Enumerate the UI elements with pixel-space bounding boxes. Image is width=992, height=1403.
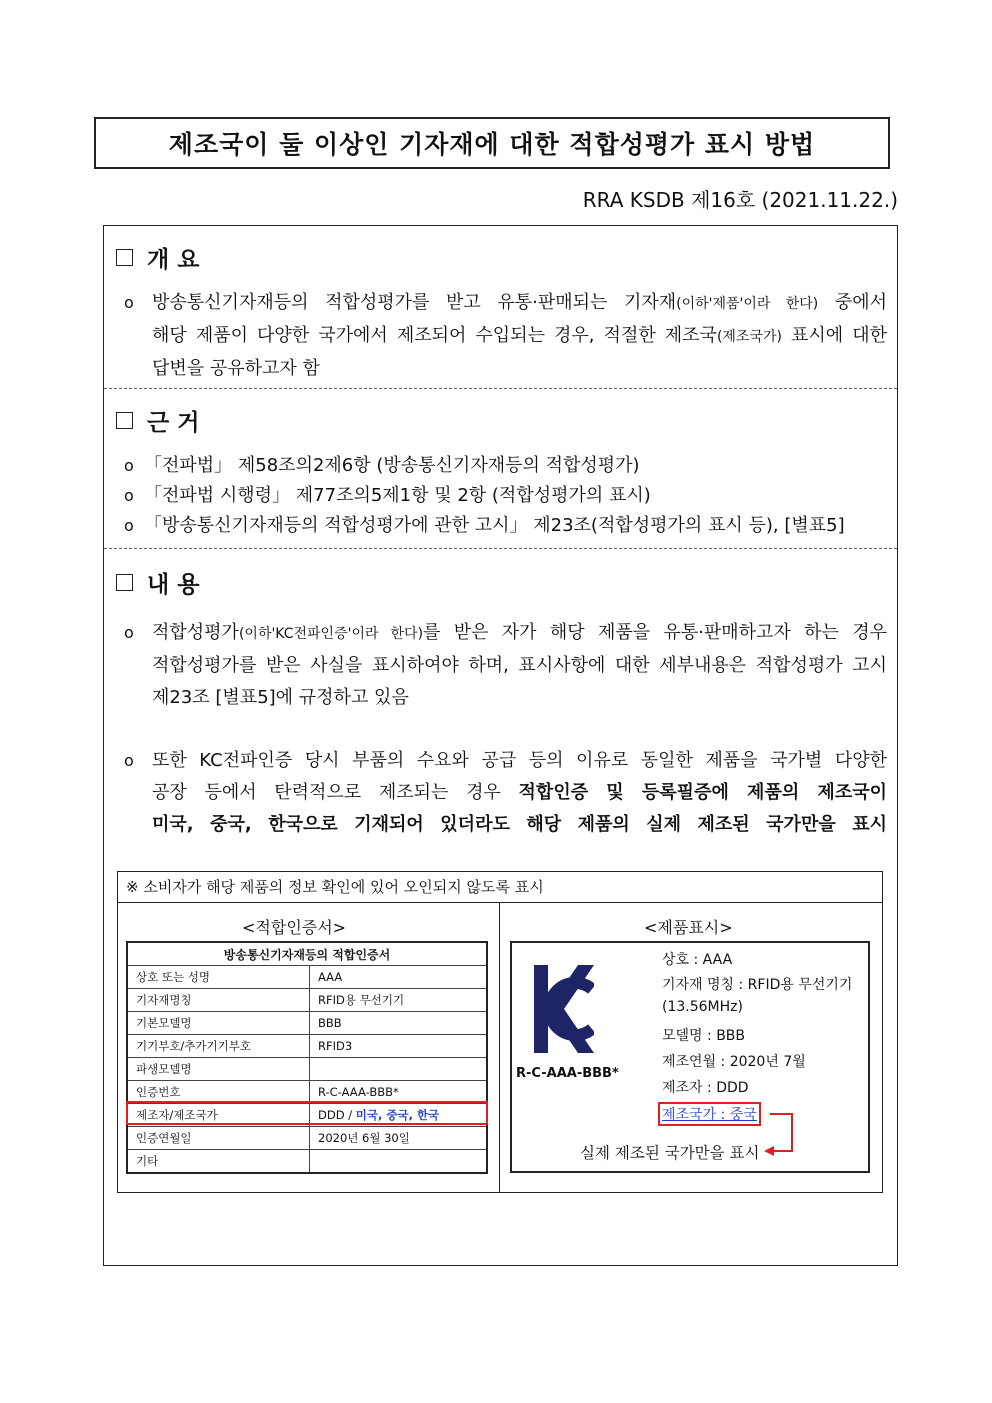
- table-row: 기타: [127, 1150, 487, 1174]
- divider: [104, 548, 897, 549]
- basis-item: o 「방송통신기자재등의 적합성평가에 관한 고시」 제23조(적합성평가의 표시 등), [별표5]: [124, 511, 887, 541]
- main-content-box: [103, 225, 898, 1266]
- divider: [104, 388, 897, 389]
- manufacturing-country: 제조국가 : 중국: [658, 1102, 761, 1126]
- kc-logo-icon: [534, 965, 594, 1053]
- checkbox-icon: [116, 574, 133, 591]
- content-p2-line-3: 미국, 중국, 한국으로 기재되어 있더라도 해당 제품의 실제 제조된 국가만을 표시: [152, 814, 887, 835]
- table-row: 인증연월일 2020년 6월 30일: [127, 1127, 487, 1150]
- content-bullet-1: [124, 617, 887, 714]
- illustration-note: ※ 소비자가 해당 제품의 정보 확인에 있어 오인되지 않도록 표시: [118, 872, 882, 903]
- kc-certification-code: R-C-AAA-BBB*: [516, 1066, 619, 1081]
- table-row: 제조자/제조국가 DDD / 미국, 중국, 한국: [127, 1104, 487, 1127]
- content-bullet-2: [124, 745, 887, 841]
- heading-text: 내 용: [147, 572, 200, 598]
- page-title: 제조국이 둘 이상인 기자재에 대한 적합성평가 표시 방법: [94, 117, 890, 169]
- overview-line-3: 답변을 공유하고자 함: [152, 358, 320, 379]
- label-line: 기자재 명칭 : RFID용 무선기기: [662, 977, 853, 993]
- overview-line-2: 해당 제품이 다양한 국가에서 제조되어 수입되는 경우, 적절한 제조국(제조국가) 표시에 대한: [152, 325, 887, 346]
- content-p2-line-2: 공장 등에서 탄력적으로 제조되는 경우 적합인증 및 등록필증에 제품의 제조국이: [152, 782, 887, 803]
- red-arrow-icon: [762, 1111, 802, 1159]
- section-basis-heading: [116, 404, 199, 437]
- basis-item: o 「전파법」 제58조의2제6항 (방송통신기자재등의 적합성평가): [124, 451, 887, 481]
- label-line: 제조자 : DDD: [662, 1080, 749, 1096]
- table-row: 인증번호 R-C-AAA-BBB*: [127, 1081, 487, 1104]
- circle-bullet-icon: o: [124, 516, 134, 535]
- content-p1-line-3: 제23조 [별표5]에 규정하고 있음: [152, 687, 409, 708]
- table-row: 상호 또는 성명 AAA: [127, 966, 487, 989]
- section-content-heading: [116, 566, 199, 599]
- heading-text: 개 요: [147, 247, 200, 273]
- certificate-panel-title: <적합인증서>: [242, 918, 347, 937]
- label-line: (13.56MHz): [662, 999, 743, 1015]
- table-row: 기자재명칭 RFID용 무선기기: [127, 989, 487, 1012]
- table-row: 기기부호/추가기기부호 RFID3: [127, 1035, 487, 1058]
- checkbox-icon: [116, 412, 133, 429]
- circle-bullet-icon: o: [124, 293, 134, 312]
- circle-bullet-icon: o: [124, 456, 134, 475]
- illustration-divider: [499, 903, 500, 1193]
- circle-bullet-icon: o: [124, 751, 134, 770]
- label-line: 제조연월 : 2020년 7월: [662, 1054, 806, 1070]
- circle-bullet-icon: o: [124, 486, 134, 505]
- label-panel-title: <제품표시>: [644, 918, 733, 937]
- basis-item: o 「전파법 시행령」 제77조의5제1항 및 2항 (적합성평가의 표시): [124, 481, 887, 511]
- section-overview-heading: [116, 241, 199, 274]
- checkbox-icon: [116, 249, 133, 266]
- overview-line-1: 방송통신기자재등의 적합성평가를 받고 유통·판매되는 기자재(이하'제품'이라 한다) 중에서: [152, 292, 887, 313]
- circle-bullet-icon: o: [124, 623, 134, 642]
- document-reference: RRA KSDB 제16호 (2021.11.22.): [582, 188, 898, 212]
- certificate-header: 방송통신기자재등의 적합인증서: [127, 942, 487, 966]
- product-label-panel: [510, 941, 870, 1173]
- actual-country-note: 실제 제조된 국가만을 표시: [580, 1144, 760, 1162]
- illustration-box: [117, 871, 883, 1193]
- content-p1-line-1: 적합성평가(이하'KC전파인증'이라 한다)를 받은 자가 해당 제품을 유통·판매하고자 하는 경우: [152, 622, 887, 643]
- heading-text: 근 거: [147, 410, 200, 436]
- overview-bullet: [124, 287, 887, 385]
- table-row: 파생모델명: [127, 1058, 487, 1081]
- content-p2-line-1: 또한 KC전파인증 당시 부품의 수요와 공급 등의 이유로 동일한 제품을 국가별 다양한: [152, 750, 887, 771]
- label-line: 모델명 : BBB: [662, 1028, 746, 1044]
- content-p1-line-2: 적합성평가를 받은 사실을 표시하여야 하며, 표시사항에 대한 세부내용은 적합성평가 고시: [152, 655, 887, 676]
- manufacturer-highlight: [126, 1101, 488, 1125]
- table-row: 기본모델명 BBB: [127, 1012, 487, 1035]
- certificate-table: [126, 941, 488, 1174]
- label-line: 상호 : AAA: [662, 952, 733, 968]
